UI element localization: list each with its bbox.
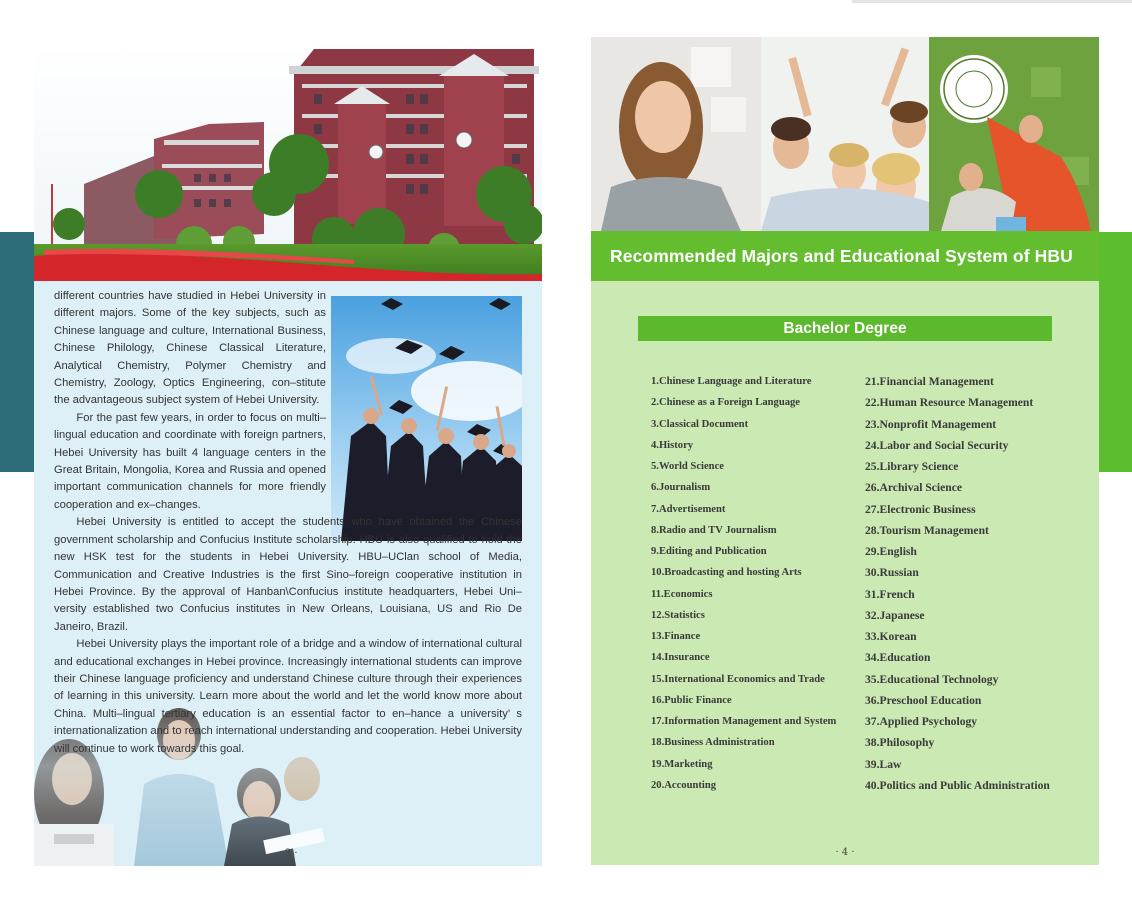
major-item: 1.Chinese Language and Literature bbox=[651, 376, 812, 387]
major-item: 27.Electronic Business bbox=[865, 502, 976, 516]
major-item: 17.Information Management and System bbox=[651, 716, 837, 727]
page-number-right: · 4 · bbox=[835, 847, 855, 858]
major-item: 6.Journalism bbox=[651, 482, 711, 494]
section-banner-title: Recommended Majors and Educational System of HBU bbox=[610, 245, 1073, 266]
major-item: 25.Library Science bbox=[865, 460, 959, 473]
major-item: 34.Education bbox=[865, 651, 931, 665]
major-item: 8.Radio and TV Journalism bbox=[651, 524, 777, 536]
paragraph-3: Hebei University is entitled to accept the students who have obtained the Chinese government scholarship and Confucius Institute scholarship. HBU is also qualified to hold the new HSK test for the students in Hebei University. HBU–UClan school of Media, Communication and Creative Industries is the first Sino–foreign cooperative institution in Hebei Province. By the approval of Hanban\Confucius institute headquarters, Hebei Uni–versity established two Confucius institutes in New Orleans, Louisiana, US and Rio De Janeiro, Brazil. bbox=[54, 516, 522, 633]
major-item: 38.Philosophy bbox=[865, 736, 935, 750]
paragraph-1: different countries have studied in Hebei University in different majors. Some of the key subjects, such as Chinese language and culture, International Business, Chinese Philology, Chinese Classical Literature, Analytical Chemistry, Polymer Chemistry and Chemistry, Zoology, Optics Engineering, con–stitute the advantageous subject system of Hebei University. bbox=[54, 290, 326, 407]
major-item: 15.International Economics and Trade bbox=[651, 673, 825, 685]
major-item: 39.Law bbox=[865, 757, 902, 771]
major-item: 32.Japanese bbox=[865, 608, 925, 622]
left-page bbox=[34, 44, 542, 866]
degree-heading: Bachelor Degree bbox=[783, 319, 907, 337]
right-page bbox=[591, 37, 1099, 865]
paragraph-4: Hebei University plays the important role of a bridge and a window of international cultural and educational exchanges in Hebei province. Increasingly international students can improve their Chinese language proficiency and understand Chinese culture through their experiences of learning in this university. Learn more about the world and let the world know more about China. Multi–lingual tertiary education is an essential factor to en–hance a university’ s internationalization and to reach international understanding and cooperation. Hebei University will continue to work towards this goal. bbox=[54, 638, 522, 755]
major-item: 31.French bbox=[865, 587, 915, 601]
major-item: 14.Insurance bbox=[651, 652, 710, 664]
campus-photo bbox=[34, 44, 542, 281]
major-item: 26.Archival Science bbox=[865, 481, 963, 495]
major-item: 37.Applied Psychology bbox=[865, 715, 978, 728]
page-number-left: · 3 · bbox=[278, 848, 298, 859]
major-item: 18.Business Administration bbox=[651, 737, 775, 749]
major-item: 7.Advertisement bbox=[651, 503, 726, 515]
major-item: 3.Classical Document bbox=[651, 418, 749, 430]
majors-list-column-2 bbox=[865, 371, 1050, 796]
major-item: 4.History bbox=[651, 439, 694, 451]
major-item: 22.Human Resource Management bbox=[865, 396, 1034, 410]
degree-heading-bar bbox=[638, 316, 1052, 341]
major-item: 2.Chinese as a Foreign Language bbox=[651, 397, 801, 409]
major-item: 24.Labor and Social Security bbox=[865, 438, 1009, 452]
major-item: 13.Finance bbox=[651, 631, 701, 642]
major-item: 16.Public Finance bbox=[651, 694, 732, 706]
major-item: 29.English bbox=[865, 545, 917, 558]
major-item: 19.Marketing bbox=[651, 758, 713, 770]
major-item: 40.Politics and Public Administration bbox=[865, 778, 1050, 792]
major-item: 21.Financial Management bbox=[865, 375, 994, 388]
major-item: 23.Nonprofit Management bbox=[865, 417, 997, 431]
major-item: 20.Accounting bbox=[651, 779, 717, 791]
major-item: 35.Educational Technology bbox=[865, 672, 999, 686]
students-photo-strip bbox=[591, 37, 1099, 231]
major-item: 5.World Science bbox=[651, 461, 724, 472]
major-item: 10.Broadcasting and hosting Arts bbox=[651, 567, 802, 579]
major-item: 30.Russian bbox=[865, 566, 919, 580]
left-page-body-text bbox=[54, 288, 522, 758]
section-banner bbox=[591, 231, 1099, 281]
major-item: 28.Tourism Management bbox=[865, 523, 989, 537]
major-item: 36.Preschool Education bbox=[865, 693, 982, 707]
major-item: 12.Statistics bbox=[651, 609, 705, 621]
major-item: 33.Korean bbox=[865, 630, 917, 643]
major-item: 11.Economics bbox=[651, 588, 713, 600]
majors-list-column-1 bbox=[651, 371, 836, 796]
top-edge-tab bbox=[852, 0, 1132, 3]
left-accent-bar bbox=[0, 232, 34, 472]
right-accent-bar bbox=[1099, 232, 1132, 472]
paragraph-2: For the past few years, in order to focus on multi–lingual education and coordinate with foreign partners, Hebei University has built 4 language centers in the Great Britain, Mongolia, Korea and Russia and opened important communication channels for more friendly cooperation and ex–changes. bbox=[54, 411, 326, 511]
major-item: 9.Editing and Publication bbox=[651, 546, 767, 557]
